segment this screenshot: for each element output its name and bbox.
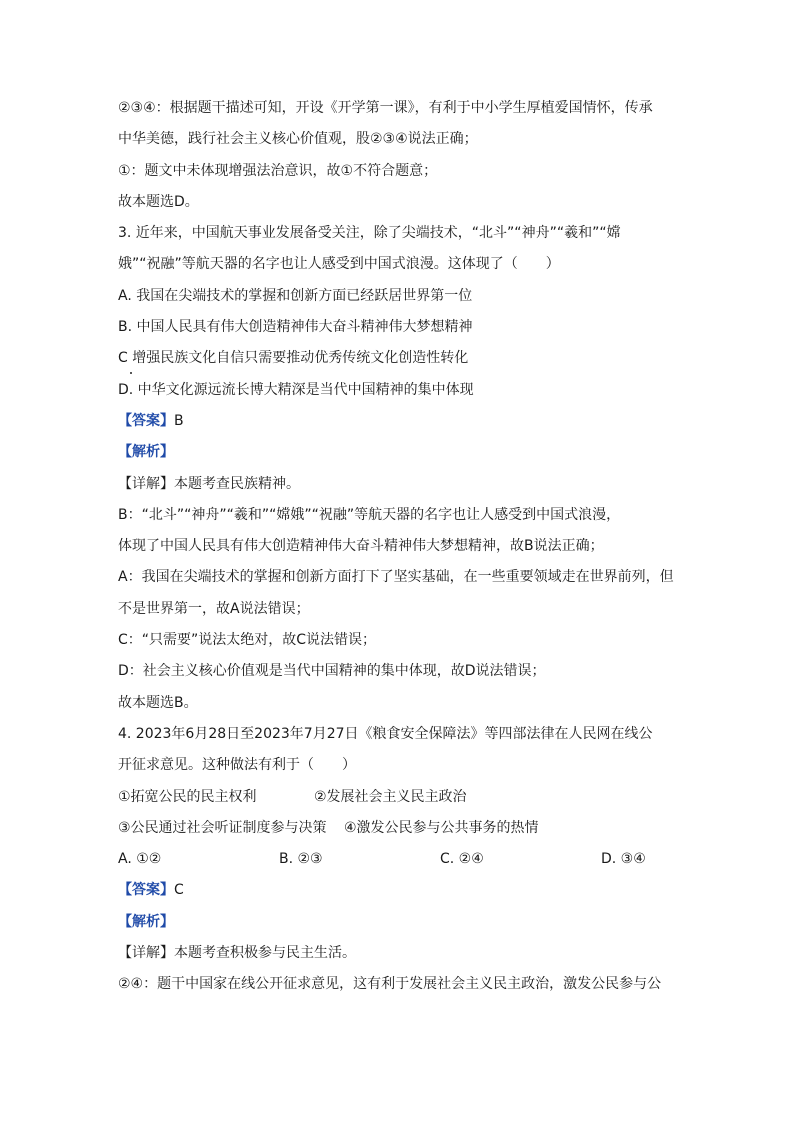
- answer-value: B: [174, 412, 184, 429]
- text-line: B：“北斗”“神舟”“羲和”“嫦娥”“祝融”等航天器的名字也让人感受到中国式浪漫，: [118, 506, 621, 523]
- answer-label: 【答案】: [118, 882, 174, 899]
- answer-row: [118, 880, 680, 900]
- question-4-stem-cont: 开征求意见。这种做法有利于（ ）: [118, 757, 356, 774]
- options-row: [118, 849, 680, 869]
- answer-row: [118, 411, 680, 431]
- option-d: D. ③④: [601, 851, 646, 868]
- answer-value: C: [174, 882, 184, 899]
- statement-row: [118, 787, 680, 807]
- text-line: 体现了中国人民具有伟大创造精神伟大奋斗精神伟大梦想精神，故B说法正确；: [118, 538, 604, 555]
- option-c-text: C 增强民族文化自信只需要推动优秀传统文化创造性转化: [118, 350, 469, 367]
- text-line: A：我国在尖端技术的掌握和创新方面打下了坚实基础，在一些重要领域走在世界前列，但: [118, 569, 674, 586]
- document-page: [118, 98, 680, 1006]
- question-4-stem: 4. 2023年6月28日至2023年7月27日《粮食安全保障法》等四部法律在人民网在线公: [118, 725, 653, 742]
- text-line: 不是世界第一，故A说法错误；: [118, 600, 310, 617]
- option-a: A. 我国在尖端技术的掌握和创新方面已经跃居世界第一位: [118, 287, 473, 304]
- text-line: ①：题文中未体现增强法治意识，故①不符合题意；: [118, 162, 438, 179]
- detail-text: 本题考查积极参与民主生活。: [174, 945, 356, 962]
- statement-2: ②发展社会主义民主政治: [314, 788, 467, 805]
- option-d: D. 中华文化源远流长博大精深是当代中国精神的集中体现: [118, 381, 474, 398]
- text-line: D：社会主义核心价值观是当代中国精神的集中体现，故D说法错误；: [118, 663, 546, 680]
- text-line: 故本题选D。: [118, 193, 199, 210]
- statement-4: ④激发公民参与公共事务的热情: [344, 819, 539, 836]
- option-c: C. ②④: [440, 851, 484, 868]
- text-line: C：“只需要”说法太绝对，故C说法错误；: [118, 632, 377, 649]
- text-line: ②④：题干中国家在线公开征求意见，这有利于发展社会主义民主政治，激发公民参与公: [118, 976, 662, 993]
- text-line: 中华美德，践行社会主义核心价值观，股②③④说法正确；: [118, 131, 478, 148]
- dot-mark-icon: [130, 372, 132, 374]
- detail-label: 【详解】: [118, 475, 174, 492]
- option-b: B. ②③: [279, 851, 323, 868]
- answer-label: 【答案】: [118, 412, 174, 429]
- detail-label: 【详解】: [118, 945, 174, 962]
- option-c: [118, 348, 680, 368]
- question-3-stem: 3. 近年来，中国航天事业发展备受关注，除了尖端技术，“北斗”“神舟”“羲和”“嫦: [118, 225, 621, 242]
- option-b: B. 中国人民具有伟大创造精神伟大奋斗精神伟大梦想精神: [118, 319, 473, 336]
- text-line: ②③④：根据题干描述可知，开设《开学第一课》，有利于中小学生厚植爱国情怀，传承: [118, 100, 653, 116]
- text-line: 故本题选B。: [118, 694, 198, 711]
- detail-row: [118, 943, 680, 963]
- option-a: A. ①②: [118, 851, 162, 868]
- analysis-label: 【解析】: [118, 913, 174, 930]
- statement-3: ③公民通过社会听证制度参与决策: [118, 819, 327, 836]
- statement-1: ①拓宽公民的民主权利: [118, 788, 257, 805]
- detail-text: 本题考查民族精神。: [174, 475, 300, 492]
- question-3-stem-cont: 娥”“祝融”等航天器的名字也让人感受到中国式浪漫。这体现了（ ）: [118, 256, 560, 273]
- detail-row: [118, 474, 680, 494]
- statement-row: [118, 818, 680, 838]
- analysis-label: 【解析】: [118, 444, 174, 461]
